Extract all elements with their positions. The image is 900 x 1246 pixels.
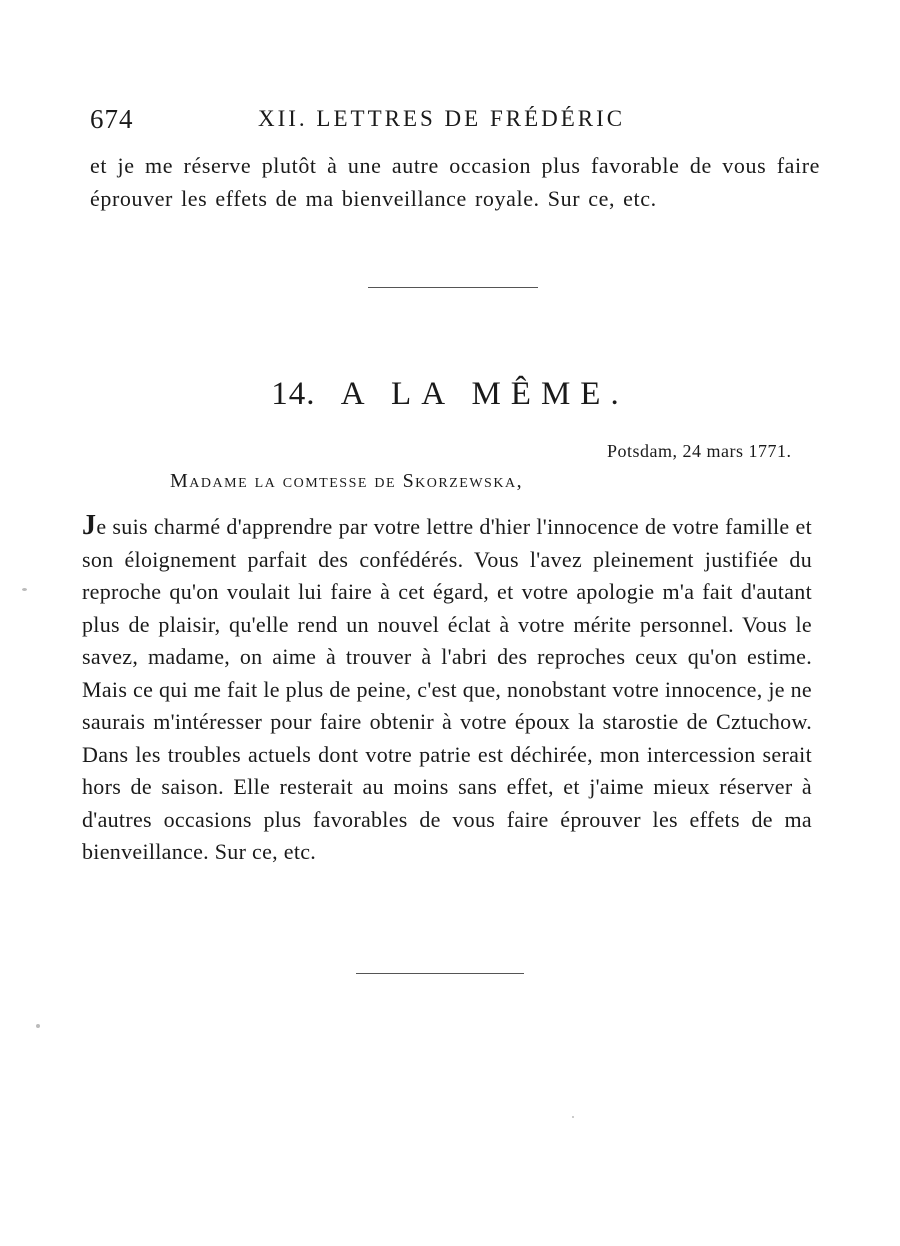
- letter-body-text: e suis charmé d'apprendre par votre lettre d'hier l'innocence de votre famille et son éloignement parfait des confédérés. Vous l'avez pleinement justifiée du reproche qu'on voulait lui faire à cet égard, et votre apologie m'a fait d'autant plus de plaisir, qu'elle rend un nouvel éclat à votre mérite personnel. Vous le savez, madame, on aime à trouver à l'abri des reproches ceux qu'on estime. Mais ce qui me fait le plus de peine, c'est que, nonobstant votre innocence, je ne saurais m'intéresser pour faire obtenir à votre époux la starostie de Cztuchow. Dans les troubles actuels dont votre patrie est déchirée, mon intercession serait hors de saison. Elle resterait au moins sans effet, et j'aime mieux réserver à d'autres occasions plus favorables de vous faire éprouver les effets de ma bienveillance. Sur ce, etc.: [82, 514, 812, 864]
- page-number: 674: [90, 104, 134, 134]
- drop-cap: J: [82, 510, 97, 541]
- paper-speck: [572, 1116, 574, 1118]
- dateline: Potsdam, 24 mars 1771.: [607, 441, 792, 461]
- paper-speck: [22, 588, 27, 591]
- salutation: Madame la comtesse de Skorzewska,: [170, 470, 524, 492]
- section-divider: [368, 287, 538, 288]
- letter-title: A LA MÊME.: [340, 376, 629, 412]
- paper-speck: [36, 1024, 40, 1028]
- letter-number: 14.: [271, 376, 316, 412]
- continuation-paragraph: et je me réserve plutôt à une autre occasion plus favorable de vous faire éprouver les effets de ma bienveillance royale. Sur ce, etc.: [90, 153, 820, 211]
- letter-body: [82, 510, 812, 869]
- end-divider: [356, 973, 524, 974]
- running-head: [90, 104, 810, 138]
- running-title: XII. LETTRES DE FRÉDÉRIC: [258, 106, 626, 131]
- letter-heading: [0, 376, 900, 413]
